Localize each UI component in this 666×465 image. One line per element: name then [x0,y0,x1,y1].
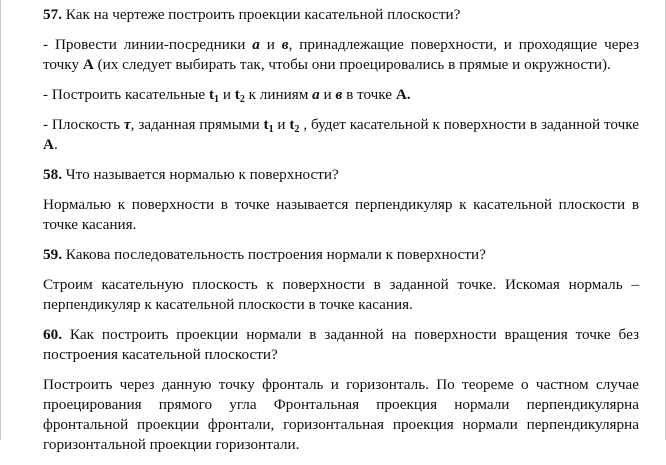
answer-60: Построить через данную точку фронталь и горизонталь. По теореме о частном случае проецирования прямого угла Фронтальная проекция нормали перпендикулярна фронтальной проекции фронтали, горизонтальная проекция нормали перпендикулярна горизонтальной проекции горизонтали. [43,376,639,453]
question-number: 58. [43,166,62,183]
question-57 [43,5,639,25]
line-b-label: в [281,36,289,53]
answer-text: - Плоскость [43,116,124,133]
answer-text: и [219,86,235,103]
subscript: 1 [214,94,220,105]
symbol: t [234,86,240,103]
symbol: t [289,116,295,133]
question-text: Как построить проекции нормали в заданной на поверхности вращения точке без построения касательной плоскости? [43,326,639,363]
answer-text: и [273,116,290,133]
answer-text: - Провести линии-посредники [43,36,253,53]
answer-text: и [319,86,336,103]
subscript: 2 [294,124,300,135]
question-58 [43,165,639,185]
question-text: Что называется нормалью к поверхности? [61,166,339,183]
question-59 [43,245,639,265]
point-a-label: А [43,136,54,153]
tangent-t2-label [289,116,299,133]
symbol: t [208,86,215,103]
tangent-t2-label [235,86,245,103]
answer-text: , будет касательной к поверхности в заданной точке [299,116,639,133]
answer-text: и [259,36,282,53]
symbol: t [263,116,269,133]
point-a-label: А. [395,86,411,103]
tangent-t1-label [209,86,219,103]
line-b-label: в [335,86,343,103]
document-body [43,5,639,465]
answer-57-item-1 [43,35,639,75]
tangent-t1-label [264,116,274,133]
answer-59: Строим касательную плоскость к поверхности в заданной точке. Искомая нормаль – перпендикуляр к касательной плоскости в точке касания. [43,276,639,313]
answer-58: Нормалью к поверхности в точке называется перпендикуляр к касательной плоскости в точке касания. [43,196,639,233]
answer-text: - Построить касательные [43,86,209,103]
answer-text: . [53,136,58,153]
question-text: Как на чертеже построить проекции касательной плоскости? [61,6,461,23]
subscript: 2 [239,94,245,105]
question-number: 57. [43,6,62,23]
question-60 [43,325,639,365]
line-a-label: а [312,86,320,103]
point-a-label: А [82,56,94,73]
answer-57-item-3 [43,115,639,155]
plane-tau-label: τ [123,116,131,133]
answer-text: , заданная прямыми [130,116,264,133]
question-text: Какова последовательность построения нормали к поверхности? [61,246,486,263]
answer-text: , принадлежащие поверхности, и проходящие через точку [43,36,639,73]
answer-text: к линиям [244,86,313,103]
answer-57-item-2 [43,85,639,105]
line-a-label: а [252,36,260,53]
subscript: 1 [268,124,274,135]
answer-text: (их следует выбирать так, чтобы они проецировались в прямые и окружности). [93,56,611,73]
question-number: 59. [43,246,62,263]
answer-text: в точке [342,86,396,103]
question-number: 60. [43,326,62,343]
